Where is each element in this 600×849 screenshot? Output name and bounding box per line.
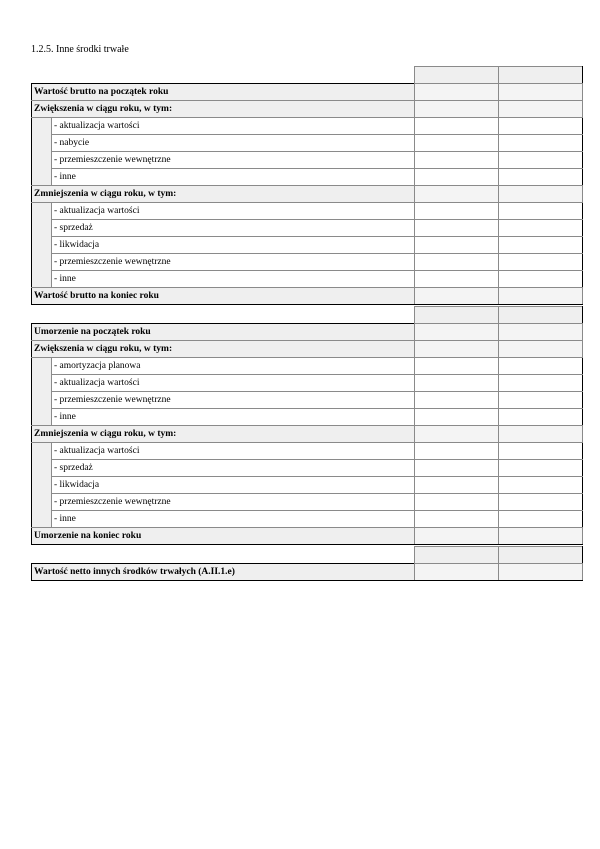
table-row <box>32 203 583 220</box>
value-cell[interactable] <box>499 528 583 545</box>
table-row <box>32 169 583 186</box>
row-label: - aktualizacja wartości <box>52 443 415 460</box>
row-label: - sprzedaż <box>52 220 415 237</box>
section-heading: 1.2.5. Inne środki trwałe <box>31 44 129 55</box>
value-cell[interactable] <box>499 511 583 528</box>
row-label: Zmniejszenia w ciągu roku, w tym: <box>32 426 415 443</box>
gross-value-table <box>31 66 583 305</box>
value-cell[interactable] <box>415 203 499 220</box>
value-cell[interactable] <box>499 118 583 135</box>
value-cell[interactable] <box>415 511 499 528</box>
value-cell[interactable] <box>415 169 499 186</box>
net-value-table <box>31 546 583 581</box>
table-row <box>32 84 583 101</box>
value-cell[interactable] <box>499 237 583 254</box>
row-label: Umorzenie na koniec roku <box>32 528 415 545</box>
table-row <box>32 135 583 152</box>
value-cell[interactable] <box>499 135 583 152</box>
table-row <box>32 477 583 494</box>
value-cell[interactable] <box>415 358 499 375</box>
row-label: - nabycie <box>52 135 415 152</box>
value-cell[interactable] <box>415 288 499 305</box>
value-cell[interactable] <box>415 528 499 545</box>
value-cell[interactable] <box>499 443 583 460</box>
value-cell[interactable] <box>499 84 583 101</box>
value-cell[interactable] <box>499 186 583 203</box>
column-header-1 <box>415 307 499 324</box>
value-cell[interactable] <box>415 186 499 203</box>
table-row <box>32 220 583 237</box>
column-header-row <box>32 307 583 324</box>
column-header-1 <box>415 67 499 84</box>
value-cell[interactable] <box>499 341 583 358</box>
table-row <box>32 288 583 305</box>
value-cell[interactable] <box>415 426 499 443</box>
row-label: Wartość brutto na początek roku <box>32 84 415 101</box>
table-row <box>32 528 583 545</box>
table-row <box>32 101 583 118</box>
value-cell[interactable] <box>499 324 583 341</box>
value-cell[interactable] <box>415 152 499 169</box>
row-label: - likwidacja <box>52 237 415 254</box>
value-cell[interactable] <box>415 84 499 101</box>
value-cell[interactable] <box>499 494 583 511</box>
value-cell[interactable] <box>415 220 499 237</box>
column-header-2 <box>499 547 583 564</box>
row-label: - przemieszczenie wewnętrzne <box>52 254 415 271</box>
row-label: Zwiększenia w ciągu roku, w tym: <box>32 101 415 118</box>
row-label: Wartość netto innych środków trwałych (A.II.1.e) <box>32 564 415 581</box>
value-cell[interactable] <box>415 341 499 358</box>
column-header-row <box>32 547 583 564</box>
row-label: - aktualizacja wartości <box>52 203 415 220</box>
row-label: Umorzenie na początek roku <box>32 324 415 341</box>
value-cell[interactable] <box>415 564 499 581</box>
value-cell[interactable] <box>415 443 499 460</box>
value-cell[interactable] <box>499 254 583 271</box>
value-cell[interactable] <box>499 220 583 237</box>
value-cell[interactable] <box>415 135 499 152</box>
column-header-2 <box>499 307 583 324</box>
row-label: - amortyzacja planowa <box>52 358 415 375</box>
value-cell[interactable] <box>499 152 583 169</box>
row-label: - przemieszczenie wewnętrzne <box>52 494 415 511</box>
value-cell[interactable] <box>415 409 499 426</box>
value-cell[interactable] <box>499 426 583 443</box>
table-row <box>32 564 583 581</box>
row-label: Zwiększenia w ciągu roku, w tym: <box>32 341 415 358</box>
value-cell[interactable] <box>415 392 499 409</box>
value-cell[interactable] <box>415 494 499 511</box>
value-cell[interactable] <box>415 324 499 341</box>
value-cell[interactable] <box>499 409 583 426</box>
table-row <box>32 341 583 358</box>
table-row <box>32 271 583 288</box>
row-label: - likwidacja <box>52 477 415 494</box>
column-header-2 <box>499 67 583 84</box>
table-row <box>32 254 583 271</box>
table-row <box>32 324 583 341</box>
value-cell[interactable] <box>499 271 583 288</box>
value-cell[interactable] <box>499 375 583 392</box>
value-cell[interactable] <box>499 460 583 477</box>
row-label: - inne <box>52 271 415 288</box>
row-label: - aktualizacja wartości <box>52 375 415 392</box>
value-cell[interactable] <box>499 477 583 494</box>
value-cell[interactable] <box>415 477 499 494</box>
row-label: - przemieszczenie wewnętrzne <box>52 152 415 169</box>
value-cell[interactable] <box>499 392 583 409</box>
row-label: - sprzedaż <box>52 460 415 477</box>
table-row <box>32 409 583 426</box>
value-cell[interactable] <box>415 118 499 135</box>
row-label: - aktualizacja wartości <box>52 118 415 135</box>
table-row <box>32 237 583 254</box>
value-cell[interactable] <box>415 375 499 392</box>
row-label: - inne <box>52 169 415 186</box>
table-row <box>32 426 583 443</box>
table-row <box>32 392 583 409</box>
value-cell[interactable] <box>415 237 499 254</box>
value-cell[interactable] <box>415 271 499 288</box>
column-header-row <box>32 67 583 84</box>
table-row <box>32 186 583 203</box>
depreciation-table <box>31 306 583 545</box>
row-label: - inne <box>52 511 415 528</box>
value-cell[interactable] <box>499 564 583 581</box>
value-cell[interactable] <box>499 288 583 305</box>
value-cell[interactable] <box>499 358 583 375</box>
value-cell[interactable] <box>499 101 583 118</box>
row-label: Zmniejszenia w ciągu roku, w tym: <box>32 186 415 203</box>
value-cell[interactable] <box>499 203 583 220</box>
column-header-1 <box>415 547 499 564</box>
table-row <box>32 494 583 511</box>
value-cell[interactable] <box>415 101 499 118</box>
table-row <box>32 460 583 477</box>
table-row <box>32 152 583 169</box>
row-label: Wartość brutto na koniec roku <box>32 288 415 305</box>
table-row <box>32 375 583 392</box>
table-row <box>32 118 583 135</box>
value-cell[interactable] <box>415 460 499 477</box>
table-row <box>32 511 583 528</box>
table-row <box>32 443 583 460</box>
row-label: - przemieszczenie wewnętrzne <box>52 392 415 409</box>
value-cell[interactable] <box>415 254 499 271</box>
row-label: - inne <box>52 409 415 426</box>
value-cell[interactable] <box>499 169 583 186</box>
table-row <box>32 358 583 375</box>
